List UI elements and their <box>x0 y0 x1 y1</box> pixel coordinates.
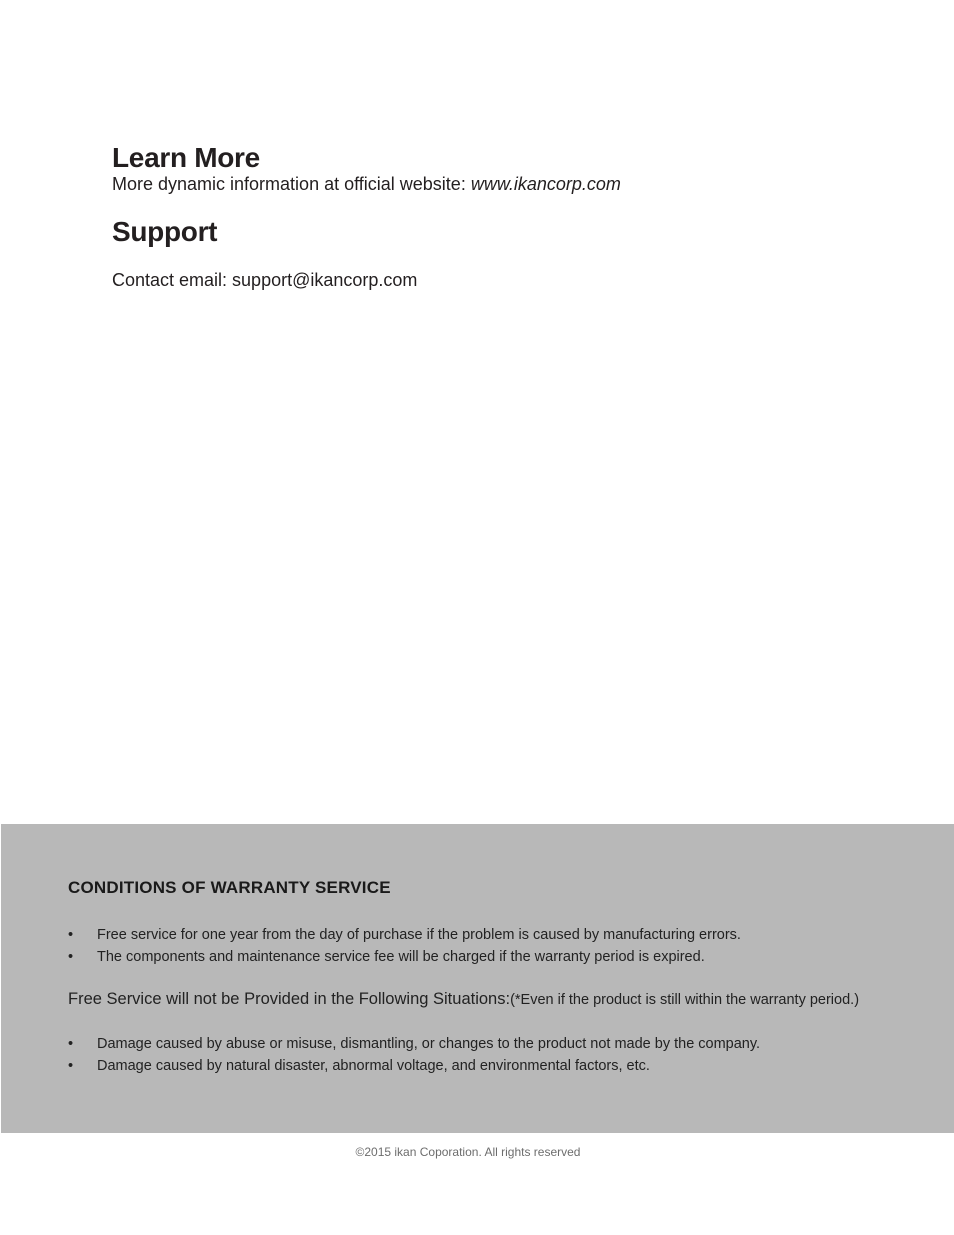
bullet-icon: • <box>68 1058 74 1074</box>
not-provided-note: (*Even if the product is still within the warranty period.) <box>510 992 860 1008</box>
bullet-icon: • <box>68 927 74 943</box>
list-item-text: The components and maintenance service fee will be charged if the warranty period is expired. <box>97 949 705 965</box>
list-item <box>68 924 741 946</box>
learn-more-heading: Learn More <box>112 142 260 173</box>
list-item <box>68 1055 760 1077</box>
list-item <box>68 946 741 968</box>
bullet-icon: • <box>68 949 74 965</box>
not-provided-title: Free Service will not be Provided in the Following Situations: <box>68 990 511 1008</box>
support-contact-email: Contact email: support@ikancorp.com <box>112 270 418 290</box>
warranty-heading: CONDITIONS OF WARRANTY SERVICE <box>68 878 391 897</box>
list-item-text: Free service for one year from the day of purchase if the problem is caused by manufacturing errors. <box>97 927 741 943</box>
free-service-list <box>68 924 741 968</box>
list-item <box>68 1033 760 1055</box>
not-provided-heading <box>68 988 859 1011</box>
support-heading: Support <box>112 216 218 247</box>
website-link[interactable]: www.ikancorp.com <box>470 174 621 194</box>
bullet-icon: • <box>68 1036 74 1052</box>
list-item-text: Damage caused by natural disaster, abnormal voltage, and environmental factors, etc. <box>97 1058 650 1074</box>
learn-more-text <box>112 173 621 195</box>
learn-more-description: More dynamic information at official website: <box>112 174 471 194</box>
warranty-conditions-panel <box>1 824 954 1133</box>
copyright-footer: ©2015 ikan Coporation. All rights reserved <box>355 1145 581 1159</box>
not-provided-list <box>68 1033 760 1077</box>
list-item-text: Damage caused by abuse or misuse, dismantling, or changes to the product not made by the company. <box>97 1036 761 1052</box>
